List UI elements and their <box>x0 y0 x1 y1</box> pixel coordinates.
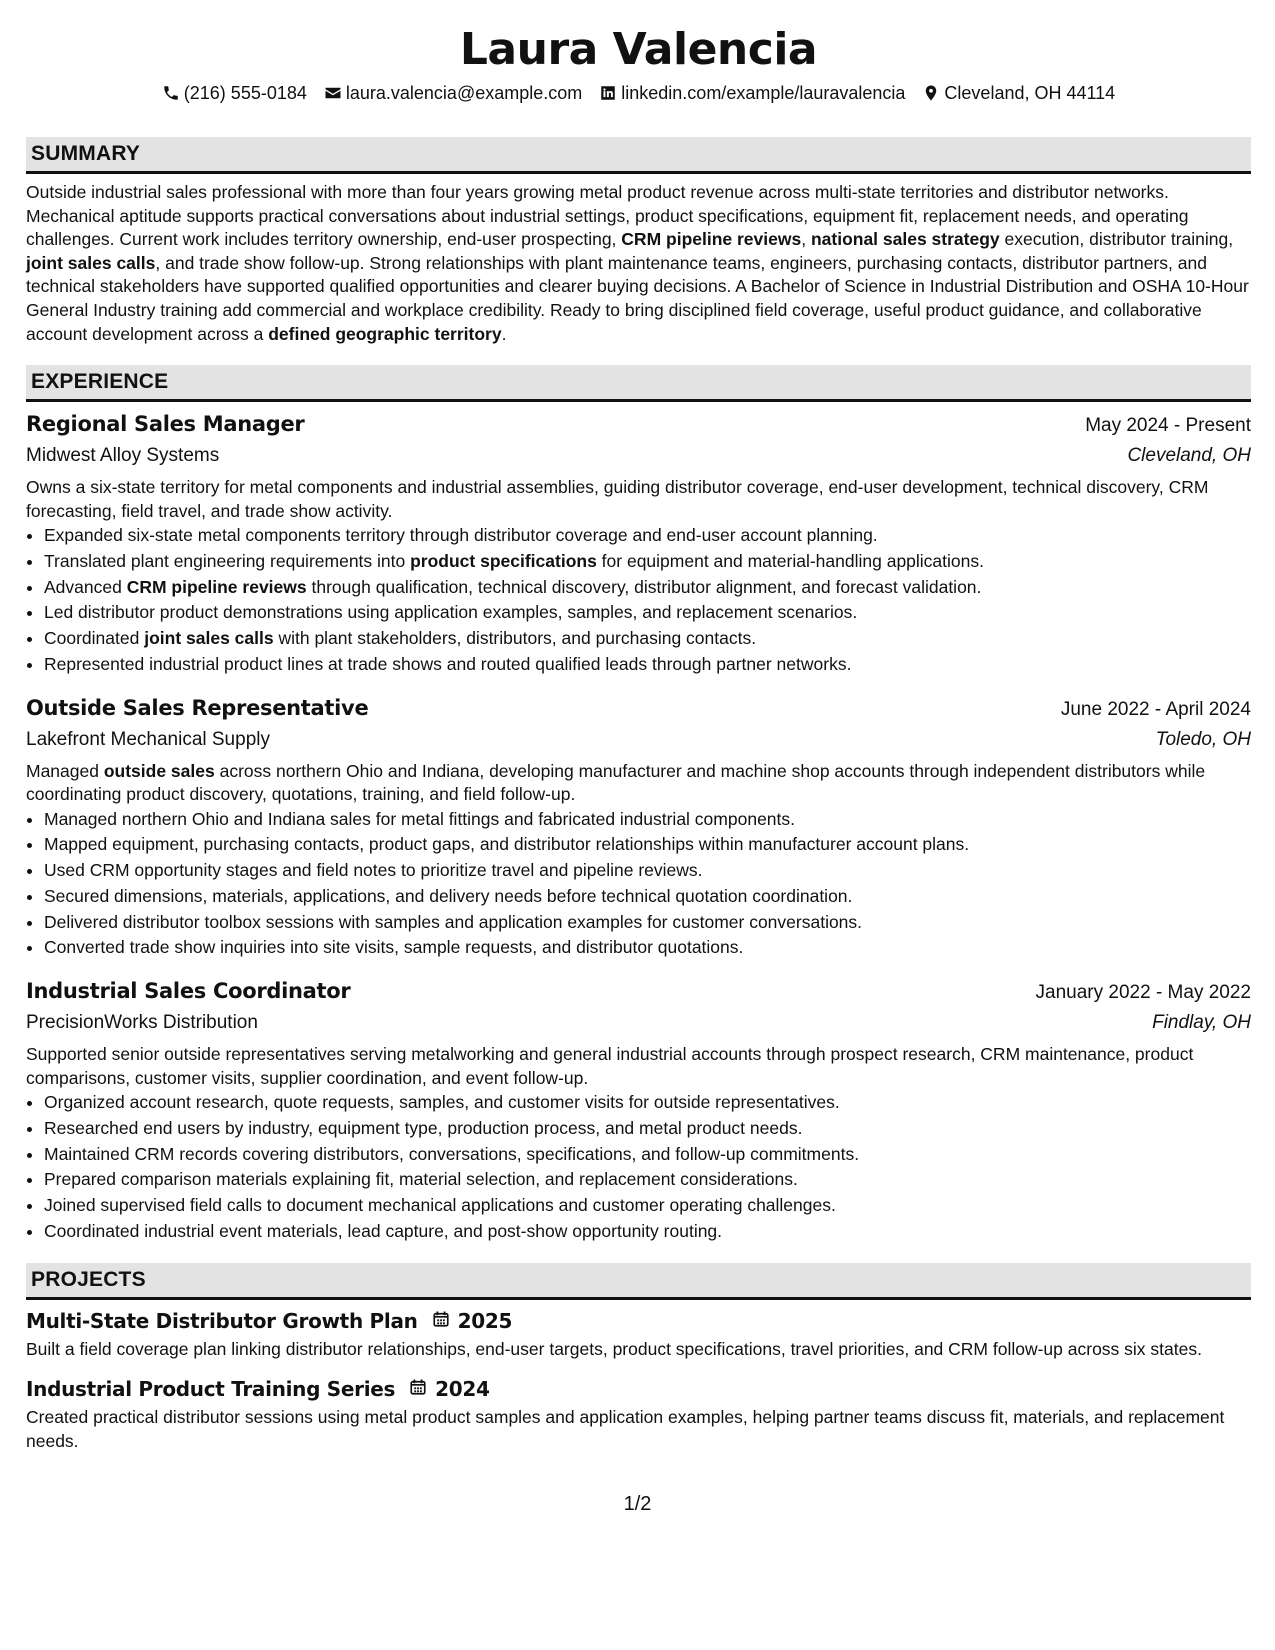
achievement-item <box>44 935 1251 961</box>
envelope-icon <box>324 84 342 102</box>
achievement-list <box>26 1090 1251 1244</box>
text-run: Maintained CRM records covering distributors, conversations, specifications, and follow-up commitments. <box>44 1143 860 1164</box>
contact-phone <box>162 82 307 104</box>
achievement-item <box>44 600 1251 626</box>
company-name: Midwest Alloy Systems <box>26 445 220 467</box>
text-run: with plant stakeholders, distributors, and purchasing contacts. <box>273 628 757 649</box>
text-run: Expanded six-state metal components territory through distributor coverage and end-user account planning. <box>44 525 878 546</box>
project-year: 2024 <box>435 1376 490 1401</box>
text-run: Delivered distributor toolbox sessions with samples and application examples for customer conversations. <box>44 911 863 932</box>
text-run: execution, distributor training, <box>999 229 1234 250</box>
job-company-row <box>26 725 1251 755</box>
emphasis-text: product specifications <box>410 551 597 572</box>
text-run: Secured dimensions, materials, applications, and delivery needs before technical quotation coordination. <box>44 885 853 906</box>
text-run: Led distributor product demonstrations using application examples, samples, and replacement scenarios. <box>44 602 858 623</box>
map-pin-icon <box>922 84 940 102</box>
text-run: , <box>801 229 811 250</box>
achievement-item <box>44 1219 1251 1245</box>
project-list <box>26 1306 1251 1453</box>
text-run: Organized account research, quote requests, samples, and customer visits for outside representatives. <box>44 1092 840 1113</box>
achievement-item <box>44 1142 1251 1168</box>
text-run: Mapped equipment, purchasing contacts, product gaps, and distributor relationships within manufacturer account plans. <box>44 834 970 855</box>
text-run: Prepared comparison materials explaining fit, material selection, and replacement considerations. <box>44 1169 798 1190</box>
project-title: Multi-State Distributor Growth Plan <box>26 1309 418 1334</box>
text-run: through qualification, technical discovery, distributor alignment, and forecast validation. <box>306 576 982 597</box>
project-year: 2025 <box>457 1309 513 1334</box>
text-run: Advanced <box>44 576 127 597</box>
text-run: Supported senior outside representatives serving metalworking and general industrial accounts through prospect research, CRM maintenance, product comparisons, customer visits, supplier coordination, and event follow-up. <box>26 1043 1194 1088</box>
project-entry <box>26 1374 1251 1453</box>
achievement-list <box>26 807 1251 961</box>
text-run: Coordinated <box>44 628 145 649</box>
text-run: Outside industrial sales professional with more than four years growing metal product revenue across multi-state territories and distributor networks. Mechanical aptitude supports practical conversations about industrial settings, product specifications, equipment fit, replacement needs, and operating challenges. Current work includes territory ownership, end-user prospecting, <box>26 182 1189 250</box>
achievement-item <box>44 807 1251 833</box>
project-title: Industrial Product Training Series <box>26 1376 396 1401</box>
text-run: Coordinated industrial event materials, lead capture, and post-show opportunity routing. <box>44 1220 723 1241</box>
project-description: Created practical distributor sessions using metal product samples and application examples, helping partner teams discuss fit, materials, and replacement needs. <box>26 1406 1225 1451</box>
text-run: Represented industrial product lines at trade shows and routed qualified leads through partner networks. <box>44 653 852 674</box>
contact-bar <box>26 82 1251 104</box>
achievement-item <box>44 549 1251 575</box>
text-run: Owns a six-state territory for metal components and industrial assemblies, guiding distributor coverage, end-user development, technical discovery, CRM forecasting, field travel, and trade show activity. <box>26 477 1209 521</box>
text-run: Translated plant engineering requirements into <box>44 551 411 572</box>
resume-page <box>26 22 1251 1453</box>
text-run: for equipment and material-handling applications. <box>596 551 984 572</box>
job-dates: June 2022 - April 2024 <box>1060 698 1251 720</box>
job-description <box>26 760 1251 807</box>
job-description <box>26 476 1251 523</box>
experience-list <box>26 409 1251 1244</box>
emphasis-text: joint sales calls <box>26 252 156 273</box>
job-location: Cleveland, OH <box>1127 445 1251 467</box>
contact-location <box>922 82 1115 104</box>
emphasis-text: outside sales <box>103 760 215 781</box>
text-run: . <box>501 323 507 344</box>
job-entry <box>26 409 1251 677</box>
achievement-item <box>44 1116 1251 1142</box>
job-title: Outside Sales Representative <box>26 695 369 720</box>
achievement-item <box>44 626 1251 652</box>
achievement-item <box>44 652 1251 678</box>
text-run: across northern Ohio and Indiana, developing manufacturer and machine shop accounts through independent distributors while coordinating product discovery, quotations, training, and field follow-up. <box>26 760 1206 805</box>
job-dates: May 2024 - Present <box>1085 415 1251 437</box>
text-run: Joined supervised field calls to document mechanical applications and customer operating challenges. <box>44 1194 836 1215</box>
achievement-item <box>44 1167 1251 1193</box>
achievement-item <box>44 575 1251 601</box>
contact-linkedin[interactable] <box>599 82 905 104</box>
text-run: Used CRM opportunity stages and field notes to prioritize travel and pipeline reviews. <box>44 860 703 881</box>
job-title: Industrial Sales Coordinator <box>26 978 351 1003</box>
project-description: Built a field coverage plan linking distributor relationships, end-user targets, product specifications, travel priorities, and CRM follow-up across six states. <box>26 1339 1202 1360</box>
summary-paragraph <box>26 181 1251 346</box>
phone-icon <box>162 84 180 102</box>
company-name: PrecisionWorks Distribution <box>26 1011 258 1033</box>
achievement-item <box>44 1090 1251 1116</box>
calendar-icon <box>395 1374 435 1404</box>
achievement-list <box>26 523 1251 677</box>
candidate-name: Laura Valencia <box>459 24 818 75</box>
emphasis-text: joint sales calls <box>144 628 274 649</box>
achievement-item <box>44 884 1251 910</box>
emphasis-text: CRM pipeline reviews <box>621 229 802 250</box>
achievement-item <box>44 910 1251 936</box>
email-text[interactable]: laura.valencia@example.com <box>345 83 583 103</box>
job-header-row <box>26 409 1251 441</box>
projects-heading: PROJECTS <box>26 1263 1251 1300</box>
job-header-row <box>26 693 1251 725</box>
emphasis-text: defined geographic territory <box>268 323 502 344</box>
emphasis-text: CRM pipeline reviews <box>126 576 307 597</box>
achievement-item <box>44 523 1251 549</box>
achievement-item <box>44 832 1251 858</box>
achievement-item <box>44 858 1251 884</box>
achievement-item <box>44 1193 1251 1219</box>
page-number: 1/2 <box>623 1493 652 1515</box>
text-run: Managed northern Ohio and Indiana sales for metal fittings and fabricated industrial components. <box>44 808 796 829</box>
text-run: Managed <box>26 760 104 781</box>
job-company-row <box>26 1008 1251 1038</box>
location-text: Cleveland, OH 44114 <box>944 83 1116 103</box>
contact-email[interactable] <box>324 82 582 104</box>
job-description <box>26 1043 1251 1090</box>
project-header <box>26 1306 1251 1336</box>
experience-heading: EXPERIENCE <box>26 365 1251 402</box>
job-entry <box>26 976 1251 1244</box>
job-company-row <box>26 441 1251 471</box>
text-run: Converted trade show inquiries into site visits, sample requests, and distributor quotations. <box>44 937 744 958</box>
job-dates: January 2022 - May 2022 <box>1035 981 1251 1003</box>
linkedin-icon <box>599 84 617 102</box>
job-entry <box>26 693 1251 961</box>
job-location: Findlay, OH <box>1152 1011 1251 1033</box>
text-run: Researched end users by industry, equipment type, production process, and metal product needs. <box>44 1117 803 1138</box>
job-location: Toledo, OH <box>1155 728 1251 750</box>
emphasis-text: national sales strategy <box>810 229 1000 250</box>
project-entry <box>26 1306 1251 1362</box>
linkedin-text[interactable]: linkedin.com/example/lauravalencia <box>621 83 906 103</box>
summary-heading: SUMMARY <box>26 137 1251 174</box>
job-title: Regional Sales Manager <box>26 412 305 437</box>
project-header <box>26 1374 1251 1404</box>
text-run: , and trade show follow-up. Strong relationships with plant maintenance teams, engineers, purchasing contacts, distributor partners, and technical stakeholders have supported qualified opportunities and clearer buying decisions. A Bachelor of Science in Industrial Distribution and OSHA 10-Hour General Industry training add commercial and workplace credibility. Ready to bring disciplined field coverage, useful product guidance, and collaborative account development across a <box>26 252 1249 344</box>
company-name: Lakefront Mechanical Supply <box>26 728 270 750</box>
phone-text: (216) 555-0184 <box>183 83 307 103</box>
calendar-icon <box>418 1306 458 1336</box>
job-header-row <box>26 976 1251 1008</box>
